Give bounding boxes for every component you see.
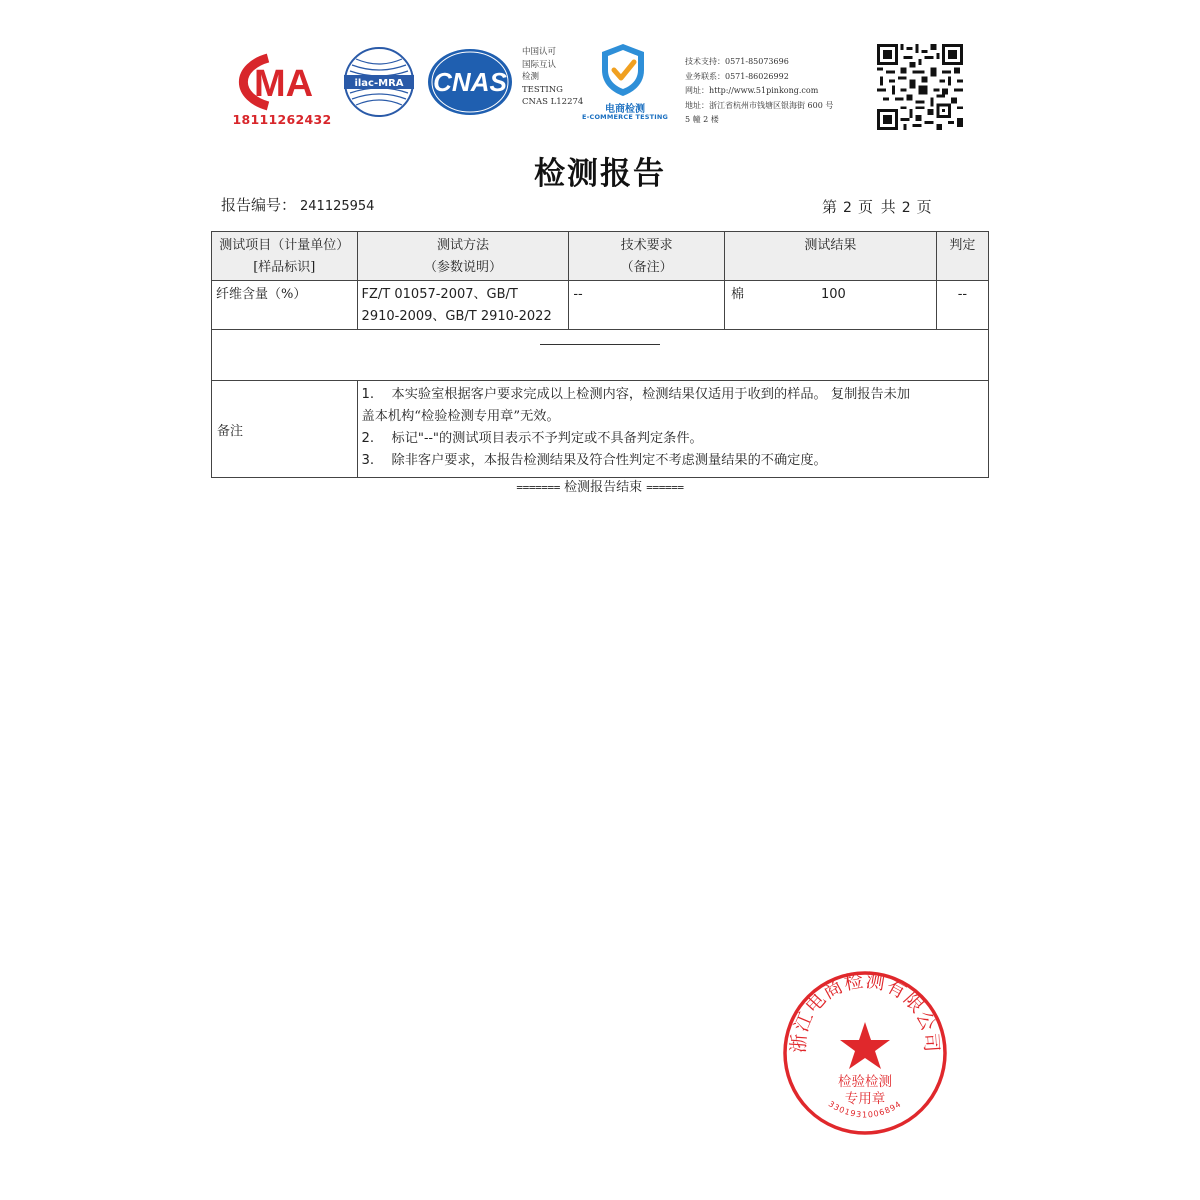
end-marker-text: 检测报告结束 <box>564 480 643 495</box>
business-contact-label: 业务联系： <box>685 71 725 81</box>
report-end-marker <box>0 476 1200 495</box>
official-seal <box>780 968 950 1138</box>
header-tech-line1: 技术要求 <box>620 238 673 253</box>
header-judgement <box>936 232 988 281</box>
cnas-line: CNAS L12274 <box>522 97 584 107</box>
report-number <box>221 194 374 215</box>
seal-code: 3301931006894 <box>826 1099 904 1120</box>
cnas-line: 国际互认 <box>522 59 557 70</box>
cell-test-item: 纤维含量（%） <box>212 281 358 330</box>
page-indicator <box>822 196 932 217</box>
note-text: 标记"--"的测试项目表示不予判定或不具备判定条件。 <box>391 431 703 446</box>
cnas-logo <box>424 46 516 118</box>
header-test-method-line1: 测试方法 <box>436 238 489 253</box>
test-results-table <box>211 231 989 478</box>
notes-body <box>357 381 988 478</box>
result-value: 100 <box>820 287 846 302</box>
address-label: 地址： <box>685 100 709 110</box>
table-blank-row <box>212 330 989 381</box>
note-number: 2. <box>361 431 375 446</box>
business-contact-value: 0571-86026992 <box>725 71 789 81</box>
end-marker-left: ======= <box>516 481 560 494</box>
website-label: 网址： <box>685 86 709 95</box>
ecommerce-testing-shield-icon <box>598 42 648 98</box>
notes-label: 备注 <box>212 381 358 478</box>
cnas-line: TESTING <box>522 84 563 95</box>
ilac-logo-text: ilac-MRA <box>354 78 404 89</box>
report-number-label: 报告编号： <box>221 196 297 214</box>
seal-purpose-line2: 专用章 <box>844 1091 886 1107</box>
page-title: 检测报告 <box>534 156 666 192</box>
end-of-data-line <box>540 344 660 345</box>
cnas-accreditation-text <box>522 46 583 109</box>
end-marker-right: ====== <box>646 481 684 494</box>
header-test-result-label: 测试结果 <box>804 238 857 253</box>
cell-judgement: -- <box>936 281 988 330</box>
contact-info <box>685 55 833 128</box>
header-test-item-line1: 测试项目（计量单位） <box>219 238 350 253</box>
page-suffix: 页 <box>916 198 932 216</box>
report-number-value: 241125954 <box>300 199 375 214</box>
star-icon <box>840 1022 890 1069</box>
table-row <box>212 281 989 330</box>
note-item <box>362 406 982 428</box>
note-text: 除非客户要求，本报告检测结果及符合性判定不考虑测量结果的不确定度。 <box>391 453 827 468</box>
notes-row <box>212 381 989 478</box>
page-prefix: 第 <box>822 198 838 216</box>
page-mid: 页 共 <box>857 198 896 216</box>
note-number: 1. <box>361 387 375 402</box>
page-total: 2 <box>901 200 911 216</box>
header-test-item-line2: [样品标识] <box>253 260 316 275</box>
header-test-result <box>724 232 936 281</box>
note-text: 盖本机构“检验检测专用章”无效。 <box>361 409 560 424</box>
svg-text:MA: MA <box>254 63 314 105</box>
cell-test-method <box>357 281 569 330</box>
ilac-mra-logo <box>342 45 416 119</box>
note-number: 3. <box>361 453 375 468</box>
table-header-row <box>212 232 989 281</box>
ecommerce-testing-subtitle: E-COMMERCE TESTING <box>581 113 669 121</box>
website-value: http://www.51pinkong.com <box>709 86 819 95</box>
header-test-item <box>212 232 358 281</box>
cell-test-result <box>724 281 936 330</box>
note-item <box>362 450 982 472</box>
result-material: 棉 <box>730 287 744 302</box>
cnas-logo-text: CNAS <box>433 67 507 97</box>
header-test-method <box>357 232 569 281</box>
qr-code <box>877 44 963 130</box>
header-tech-requirement <box>569 232 725 281</box>
note-item <box>362 428 982 450</box>
page-current: 2 <box>843 200 852 216</box>
tech-support-label: 技术支持： <box>685 57 725 66</box>
blank-cell <box>212 330 989 381</box>
tech-support-value: 0571-85073696 <box>725 57 789 66</box>
note-item <box>362 384 982 406</box>
address-value-line2: 5 幢 2 楼 <box>685 115 719 124</box>
cell-tech-requirement: -- <box>569 281 725 330</box>
header-tech-line2: （备注） <box>620 260 673 275</box>
header-judgement-label: 判定 <box>949 238 976 253</box>
note-text: 本实验室根据客户要求完成以上检测内容，检测结果仅适用于收到的样品。 复制报告未加 <box>391 387 911 402</box>
header-test-method-line2: （参数说明） <box>423 260 502 275</box>
address-value: 浙江省杭州市钱塘区银海街 600 号 <box>709 100 834 110</box>
ecommerce-testing-name: 电商检测 <box>605 104 645 115</box>
cell-test-method-line2: 2910-2009、GB/T 2910-2022 <box>361 309 552 324</box>
seal-company-name: 浙江电商检测有限公司 <box>787 969 943 1054</box>
seal-purpose-line1: 检验检测 <box>838 1074 892 1090</box>
cma-phone: 18111262432 <box>232 112 332 127</box>
cnas-line: 中国认可 <box>522 47 557 57</box>
cell-test-method-line1: FZ/T 01057-2007、GB/T <box>361 287 518 302</box>
cnas-line: 检测 <box>522 72 540 82</box>
